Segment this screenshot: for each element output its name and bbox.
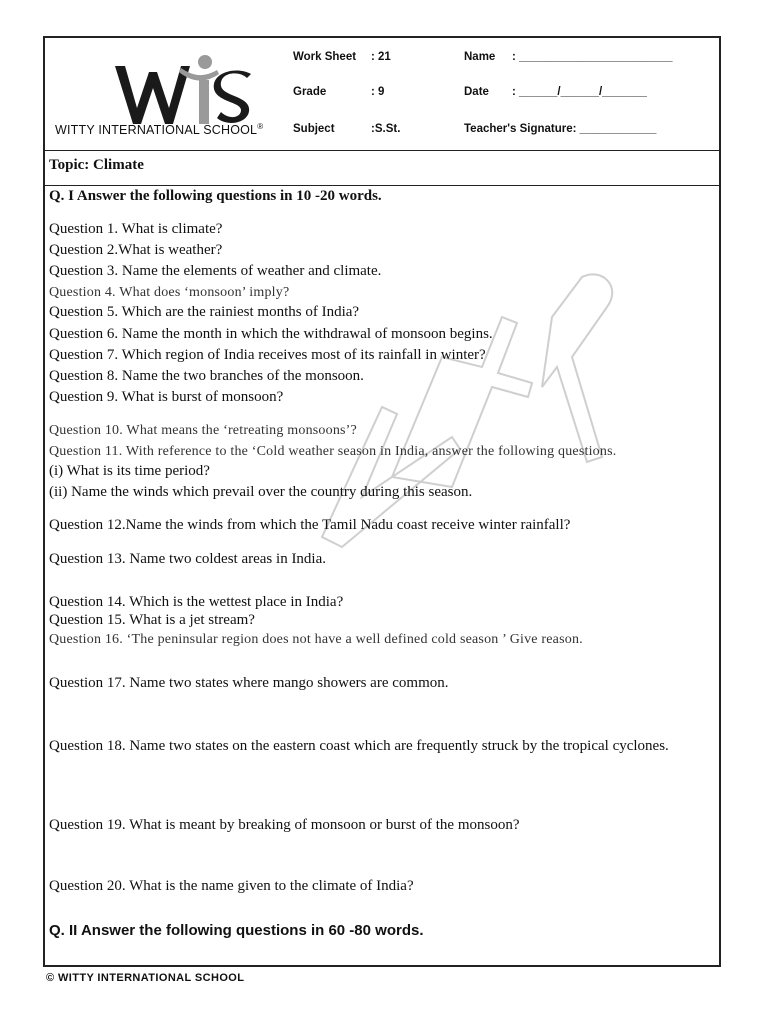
date-field[interactable]: : ______/______/_______: [512, 86, 647, 98]
worksheet-number: : 21: [371, 51, 391, 63]
name-label: Name: [464, 51, 496, 63]
subject-label: Subject: [293, 123, 335, 135]
watermark-logo: [302, 257, 662, 557]
section-1-title: Q. I Answer the following questions in 10 -20 words.: [49, 188, 382, 204]
question-2: Question 2.What is weather?: [49, 242, 223, 258]
worksheet-header: [45, 38, 719, 151]
question-13: Question 13. Name two coldest areas in India.: [49, 551, 327, 567]
question-11-part-ii: (ii) Name the winds which prevail over the country during this season.: [49, 484, 473, 500]
grade-value: : 9: [371, 86, 385, 98]
school-name: WITTY INTERNATIONAL SCHOOL®: [55, 122, 264, 138]
question-7: Question 7. Which region of India receives most of its rainfall in winter?: [49, 347, 486, 363]
question-20: Question 20. What is the name given to the climate of India?: [49, 878, 414, 894]
question-5: Question 5. Which are the rainiest months of India?: [49, 304, 360, 320]
question-11: Question 11. With reference to the ‘Cold weather season in India, answer the following questions.: [49, 444, 617, 459]
question-15: Question 15. What is a jet stream?: [49, 612, 255, 628]
topic-title: Topic: Climate: [49, 157, 144, 173]
question-4: Question 4. What does ‘monsoon’ imply?: [49, 285, 290, 300]
question-12: Question 12.Name the winds from which the Tamil Nadu coast receive winter rainfall?: [49, 517, 571, 533]
date-label: Date: [464, 86, 489, 98]
worksheet-label: Work Sheet: [293, 51, 357, 63]
question-14: Question 14. Which is the wettest place in India?: [49, 594, 344, 610]
question-1: Question 1. What is climate?: [49, 221, 223, 237]
question-19: Question 19. What is meant by breaking of monsoon or burst of the monsoon?: [49, 817, 520, 833]
question-18: Question 18. Name two states on the eastern coast which are frequently struck by the tropical cyclones.: [49, 738, 669, 754]
question-16: Question 16. ‘The peninsular region does not have a well defined cold season ’ Give reason.: [49, 632, 583, 647]
name-field[interactable]: : ________________________: [512, 51, 673, 63]
question-3: Question 3. Name the elements of weather and climate.: [49, 263, 382, 279]
footer-copyright: © WITTY INTERNATIONAL SCHOOL: [46, 972, 245, 984]
topic-row: [45, 150, 719, 186]
question-11-part-i: (i) What is its time period?: [49, 463, 210, 479]
subject-value: :S.St.: [371, 123, 401, 135]
section-2-title: Q. II Answer the following questions in 60 -80 words.: [49, 922, 424, 939]
signature-field[interactable]: Teacher's Signature: ____________: [464, 123, 657, 135]
question-8: Question 8. Name the two branches of the monsoon.: [49, 368, 364, 384]
question-10: Question 10. What means the ‘retreating monsoons’?: [49, 423, 357, 438]
grade-label: Grade: [293, 86, 327, 98]
worksheet-frame: [43, 36, 721, 967]
question-9: Question 9. What is burst of monsoon?: [49, 389, 284, 405]
question-6: Question 6. Name the month in which the withdrawal of monsoon begins.: [49, 326, 493, 342]
question-17: Question 17. Name two states where mango showers are common.: [49, 675, 449, 691]
